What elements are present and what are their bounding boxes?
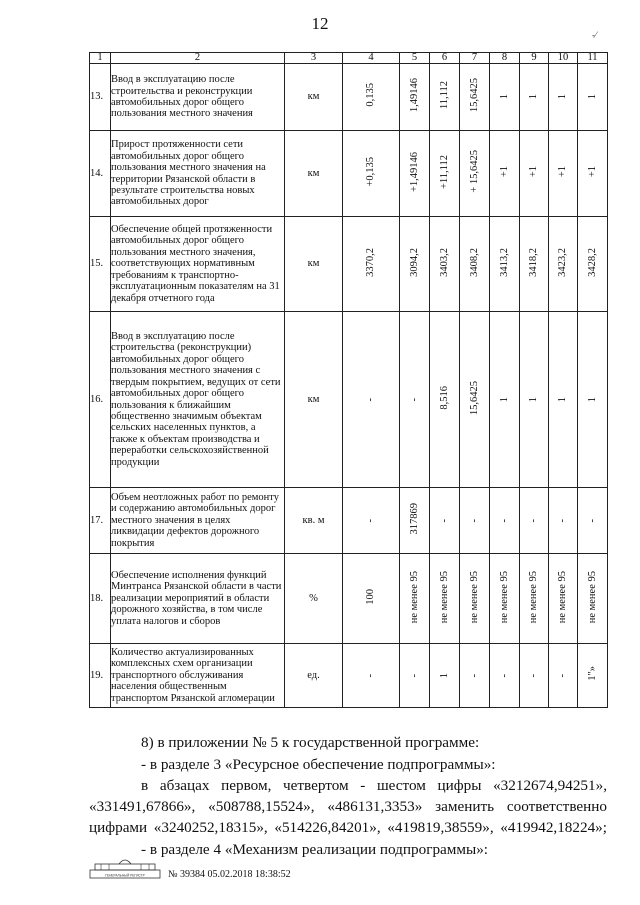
value-text: -: [365, 674, 377, 678]
table-row: [90, 644, 608, 708]
value-text: 11,112: [438, 81, 450, 110]
value-text: 1: [498, 396, 510, 402]
value-text: не менее 95: [438, 570, 450, 623]
registration-stamp: № 39384 05.02.2018 18:38:52: [168, 869, 291, 880]
table-row: [90, 217, 608, 312]
value-text: 1: [557, 396, 569, 402]
value-cell: [343, 644, 400, 708]
value-text: 1: [528, 94, 540, 100]
value-text: -: [468, 674, 480, 678]
value-text: -: [408, 398, 420, 402]
header-cell: 6: [430, 53, 460, 64]
table-row: [90, 64, 608, 131]
value-text: +11,112: [438, 154, 450, 189]
row-number: 18.: [90, 554, 111, 644]
paragraph-line: «331491,67866», «508788,15524», «486131,3353» заменить соответственно: [89, 798, 607, 815]
value-text: -: [557, 674, 569, 678]
value-cell: [430, 131, 460, 217]
value-text: 1"»: [586, 666, 598, 682]
value-cell: [430, 64, 460, 131]
value-text: 15,6425: [468, 380, 480, 415]
header-cell: 11: [578, 53, 608, 64]
value-cell: [520, 312, 549, 488]
value-cell: [430, 554, 460, 644]
indicator-description: Обеспечение исполнения функций Минтранса Рязанской области в части реализации мероприятий в области дорожного хозяйства, в том числе уплата налогов и сборов: [111, 554, 285, 644]
indicator-description: Объем неотложных работ по ремонту и содержанию автомобильных дорог местного значения в целях ликвидации дефектов дорожного покрытия: [111, 488, 285, 554]
section3-line: - в разделе 3 «Ресурсное обеспечение подпрограммы»:: [141, 756, 496, 773]
value-cell: [430, 312, 460, 488]
value-text: 3094,2: [408, 247, 420, 277]
value-text: 317869: [408, 503, 420, 535]
value-cell: [520, 554, 549, 644]
value-text: не менее 95: [528, 570, 540, 623]
value-cell: [578, 131, 608, 217]
value-cell: [549, 131, 578, 217]
value-cell: [400, 217, 430, 312]
value-cell: [343, 217, 400, 312]
unit-cell: км: [285, 131, 343, 217]
value-text: -: [365, 519, 377, 523]
value-cell: [490, 64, 520, 131]
value-cell: [490, 554, 520, 644]
value-cell: [343, 488, 400, 554]
value-text: не менее 95: [468, 570, 480, 623]
value-cell: [578, 488, 608, 554]
header-cell: 9: [520, 53, 549, 64]
value-text: не менее 95: [586, 570, 598, 623]
indicator-description: Ввод в эксплуатацию после строительства (реконструкции) автомобильных дорог общего пользования местного значения с твердым покрытием, ведущих от сети автомобильных дорог общего пользования к ближайшим общественно значимым объектам сельских населенных пунктов, а также к объектам производства и переработки сельскохозяйственной продукции: [111, 312, 285, 488]
table-row: [90, 554, 608, 644]
value-text: не менее 95: [408, 570, 420, 623]
table-header-row: [90, 53, 608, 64]
value-cell: [460, 64, 490, 131]
value-cell: [343, 312, 400, 488]
table-row: [90, 312, 608, 488]
value-text: -: [557, 519, 569, 523]
value-cell: [400, 488, 430, 554]
row-number: 13.: [90, 64, 111, 131]
header-cell: 1: [90, 53, 111, 64]
value-cell: [430, 217, 460, 312]
value-cell: [549, 64, 578, 131]
value-text: +1,49146: [408, 151, 420, 192]
unit-cell: %: [285, 554, 343, 644]
value-text: +1: [528, 166, 540, 178]
corner-mark: -⁄: [592, 30, 597, 40]
registry-seal-icon: [89, 856, 161, 880]
value-text: не менее 95: [557, 570, 569, 623]
value-text: 1,49146: [408, 78, 420, 113]
value-text: 15,6425: [468, 78, 480, 113]
value-cell: [400, 554, 430, 644]
value-cell: [578, 554, 608, 644]
value-cell: [343, 64, 400, 131]
value-text: -: [468, 519, 480, 523]
value-cell: [490, 644, 520, 708]
table-row: [90, 488, 608, 554]
value-cell: [549, 217, 578, 312]
header-cell: 8: [490, 53, 520, 64]
value-text: -: [438, 519, 450, 523]
table-row: [90, 131, 608, 217]
paragraph-line: в абзацах первом, четвертом - шестом цифры «3212674,94251»,: [141, 777, 607, 794]
value-text: 3428,2: [586, 247, 598, 277]
value-text: 3403,2: [438, 247, 450, 277]
header-cell: 5: [400, 53, 430, 64]
value-text: + 15,6425: [468, 150, 480, 194]
unit-cell: км: [285, 217, 343, 312]
value-cell: [400, 644, 430, 708]
header-cell: 7: [460, 53, 490, 64]
value-text: +0,135: [365, 157, 377, 187]
value-text: 3413,2: [498, 247, 510, 277]
value-cell: [578, 644, 608, 708]
value-cell: [520, 644, 549, 708]
value-text: 1: [438, 672, 450, 678]
header-cell: 10: [549, 53, 578, 64]
value-text: 1: [586, 396, 598, 402]
indicators-table: [89, 52, 608, 708]
value-cell: [460, 554, 490, 644]
row-number: 14.: [90, 131, 111, 217]
value-cell: [430, 488, 460, 554]
value-cell: [400, 312, 430, 488]
value-cell: [460, 131, 490, 217]
value-text: 1: [528, 396, 540, 402]
header-cell: 3: [285, 53, 343, 64]
value-text: -: [498, 674, 510, 678]
value-text: 0,135: [365, 83, 377, 108]
value-text: 1: [498, 94, 510, 100]
value-text: 8,516: [438, 385, 450, 410]
value-text: -: [408, 674, 420, 678]
row-number: 19.: [90, 644, 111, 708]
value-cell: [460, 488, 490, 554]
value-cell: [549, 554, 578, 644]
value-cell: [343, 554, 400, 644]
value-cell: [549, 312, 578, 488]
page-number: 12: [311, 14, 329, 33]
unit-cell: кв. м: [285, 488, 343, 554]
paragraph-line: цифрами «3240252,18315», «514226,84201», «419819,38559», «419942,18224»;: [89, 819, 607, 836]
value-cell: [460, 644, 490, 708]
value-text: -: [365, 398, 377, 402]
value-text: -: [528, 674, 540, 678]
value-cell: [549, 488, 578, 554]
value-cell: [460, 217, 490, 312]
value-text: +1: [498, 166, 510, 178]
indicator-description: Количество актуализированных комплексных схем организации транспортного обслуживания населения общественным транспортом Рязанской агломерации: [111, 644, 285, 708]
amendment-heading: 8) в приложении № 5 к государственной программе:: [141, 734, 480, 751]
indicator-description: Прирост протяженности сети автомобильных дорог общего пользования местного значения на территории Рязанской области в результате строительства новых автомобильных дорог: [111, 131, 285, 217]
value-cell: [400, 131, 430, 217]
value-cell: [460, 312, 490, 488]
value-cell: [490, 488, 520, 554]
row-number: 16.: [90, 312, 111, 488]
unit-cell: км: [285, 64, 343, 131]
value-cell: [520, 217, 549, 312]
value-text: 3423,2: [557, 247, 569, 277]
unit-cell: км: [285, 312, 343, 488]
value-cell: [549, 644, 578, 708]
value-cell: [578, 312, 608, 488]
header-cell: 4: [343, 53, 400, 64]
row-number: 15.: [90, 217, 111, 312]
value-text: -: [528, 519, 540, 523]
section4-line: - в разделе 4 «Механизм реализации подпрограммы»:: [141, 841, 489, 858]
value-text: 3418,2: [528, 247, 540, 277]
indicator-description: Обеспечение общей протяженности автомобильных дорог общего пользования местного значения, соответствующих нормативным требованиям к транспортно-эксплуатационным показателям на 31 декабря отчетного года: [111, 217, 285, 312]
value-text: -: [498, 519, 510, 523]
value-cell: [520, 488, 549, 554]
value-text: 1: [557, 94, 569, 100]
value-cell: [578, 217, 608, 312]
value-text: -: [586, 519, 598, 523]
value-text: 3408,2: [468, 247, 480, 277]
row-number: 17.: [90, 488, 111, 554]
header-cell: 2: [111, 53, 285, 64]
value-cell: [343, 131, 400, 217]
seal-caption: ГЕНЕРАЛЬНЫЙ РЕГИСТР: [105, 873, 145, 878]
value-cell: [400, 64, 430, 131]
unit-cell: ед.: [285, 644, 343, 708]
value-cell: [520, 131, 549, 217]
value-cell: [490, 312, 520, 488]
indicator-description: Ввод в эксплуатацию после строительства и реконструкции автомобильных дорог общего пользования местного значения: [111, 64, 285, 131]
value-text: 1: [586, 94, 598, 100]
value-cell: [490, 131, 520, 217]
value-text: +1: [557, 166, 569, 178]
value-text: +1: [586, 166, 598, 178]
value-cell: [578, 64, 608, 131]
value-cell: [430, 644, 460, 708]
value-text: 100: [365, 588, 377, 605]
value-text: 3370,2: [365, 247, 377, 277]
value-text: не менее 95: [498, 570, 510, 623]
value-cell: [490, 217, 520, 312]
value-cell: [520, 64, 549, 131]
